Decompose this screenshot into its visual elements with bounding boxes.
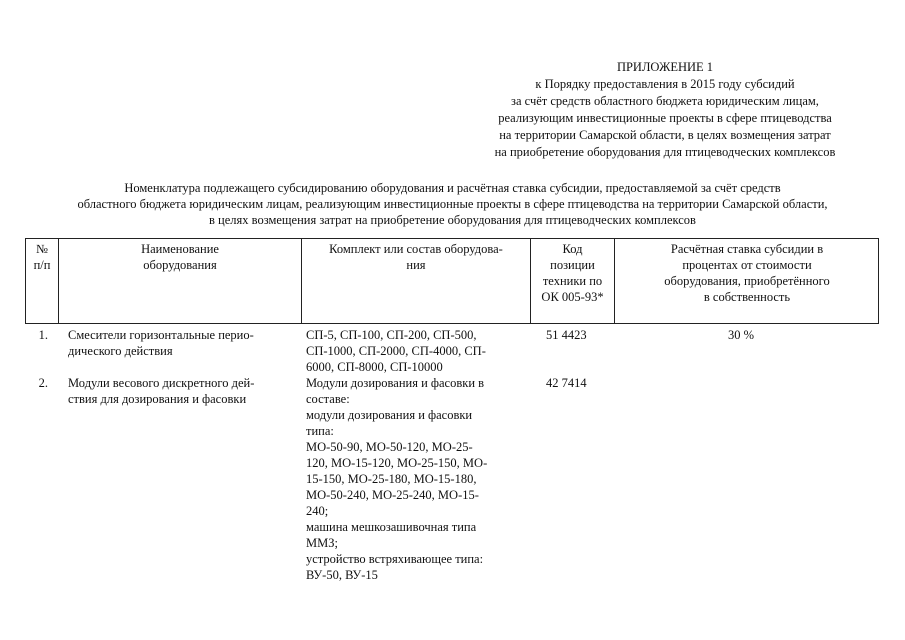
row-number: 2.: [38, 376, 48, 390]
header-code: Код позиции техники по ОК 005-93*: [541, 242, 604, 304]
subsidy-rate: 30 %: [728, 328, 755, 342]
row-number: 1.: [38, 328, 48, 342]
appendix-line: реализующим инвестиционные проекты в сфере птицеводства: [498, 111, 832, 125]
equipment-code: 42 7414: [546, 376, 587, 390]
equipment-name: Смесители горизонтальные перио- дического действия: [68, 328, 254, 358]
appendix-heading: [440, 59, 890, 161]
header-set: Комплект или состав оборудова- ния: [329, 242, 503, 272]
header-name: Наименование оборудования: [141, 242, 219, 272]
header-num: № п/п: [33, 242, 51, 272]
equipment-set: Модули дозирования и фасовки в составе: модули дозирования и фасовки типа: МО-50-90, МО-50-120, МО-25- 120, МО-15-120, МО-25-150, МО- 15-150, МО-25-180, МО-15-180, МО-50-240, МО-25-240, МО-15- 240; машина мешкозашивочная типа ММЗ; устройство встряхивающее типа: ВУ-50, ВУ-15: [306, 376, 488, 582]
title-line: Номенклатура подлежащего субсидированию оборудования и расчётная ставка субсидии, предоставляемой за счёт средств: [124, 181, 781, 195]
appendix-line: на территории Самарской области, в целях возмещения затрат: [499, 128, 831, 142]
document-title: [0, 180, 905, 228]
header-rate: Расчётная ставка субсидии в процентах от стоимости оборудования, приобретённого в собственность: [664, 242, 830, 304]
appendix-line: к Порядку предоставления в 2015 году субсидий: [535, 77, 795, 91]
equipment-code: 51 4423: [546, 328, 587, 342]
equipment-set: СП-5, СП-100, СП-200, СП-500, СП-1000, СП-2000, СП-4000, СП- 6000, СП-8000, СП-10000: [306, 328, 486, 374]
title-line: в целях возмещения затрат на приобретение оборудования для птицеводческих комплексов: [209, 213, 696, 227]
appendix-line: на приобретение оборудования для птицеводческих комплексов: [494, 145, 836, 159]
table-header: [25, 238, 879, 324]
appendix-line: ПРИЛОЖЕНИЕ 1: [616, 60, 714, 74]
equipment-name: Модули весового дискретного дей- ствия для дозирования и фасовки: [68, 376, 255, 406]
title-line: областного бюджета юридическим лицам, реализующим инвестиционные проекты в сфере птицеводства на территории Самарской области,: [77, 197, 828, 211]
appendix-line: за счёт средств областного бюджета юридическим лицам,: [511, 94, 819, 108]
